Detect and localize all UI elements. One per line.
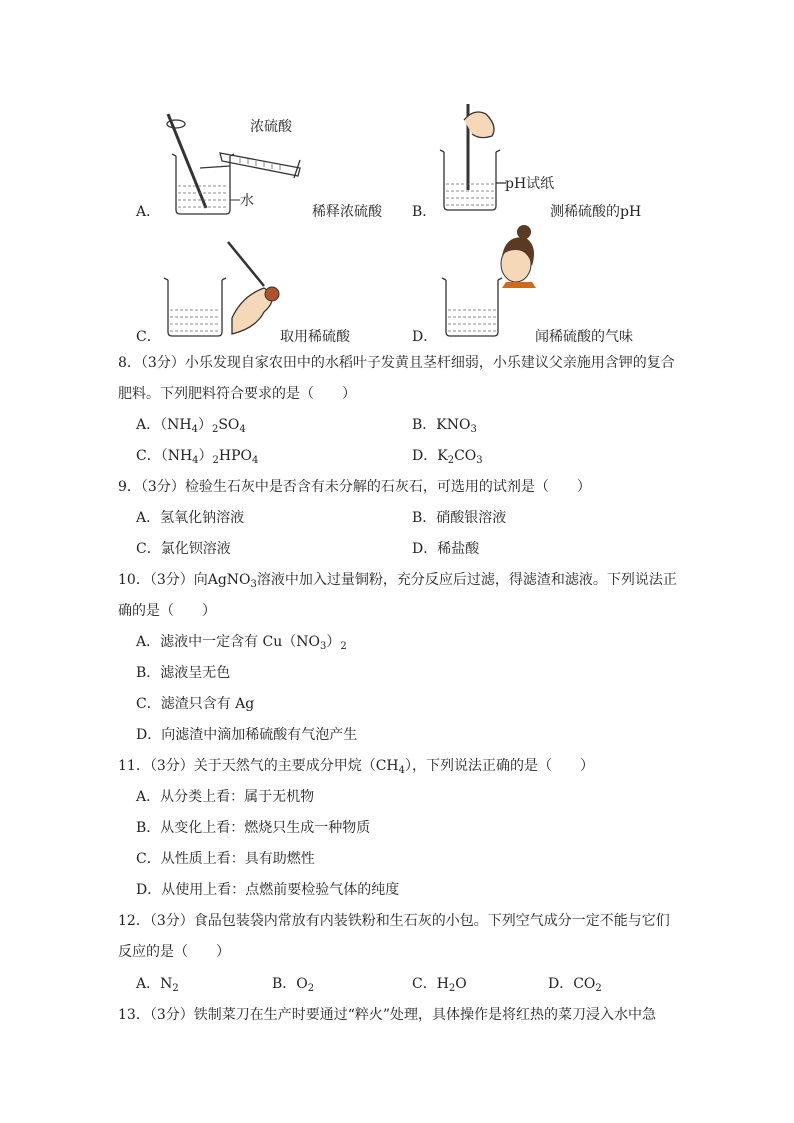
figure-b-letter: B． xyxy=(412,204,437,220)
q8-stem-line2: 肥料。下列肥料符合要求的是（ ） xyxy=(118,386,356,402)
figure-b-ph-test xyxy=(434,100,544,215)
figure-c-letter: C． xyxy=(136,329,161,345)
label-ph-paper: pH试纸 xyxy=(505,176,555,192)
q10-stem-line1: 10．（3分）向AgNO$_3$溶液中加入过量铜粉，充分反应后过滤，得滤渣和滤液。下列说法正 xyxy=(118,572,677,590)
q10-option-a[interactable]: A．滤液中一定含有 $Cu(NO_3)_2$ xyxy=(136,634,347,652)
q9-stem: 9．（3分）检验生石灰中是否含有未分解的石灰石，可选用的试剂是（ ） xyxy=(118,479,591,495)
q12-stem-line1: 12．（3分）食品包装袋内常放有内装铁粉和生石灰的小包。下列空气成分一定不能与它们 xyxy=(118,913,670,929)
q10-option-c[interactable]: C．滤渣只含有 Ag xyxy=(136,696,255,712)
figure-d-smelling xyxy=(440,220,540,344)
label-conc-acid: 浓硫酸 xyxy=(250,119,292,135)
q10-stem-line2: 确的是（ ） xyxy=(118,603,216,619)
q12-option-d[interactable]: D．$CO_2$ xyxy=(548,976,602,994)
q11-option-b[interactable]: B．从变化上看：燃烧只生成一种物质 xyxy=(136,820,371,836)
figure-a-caption: 稀释浓硫酸 xyxy=(312,204,382,220)
q11-stem: 11．（3分）关于天然气的主要成分甲烷$(CH_4)$，下列说法正确的是（ ） xyxy=(118,758,595,776)
q11-option-c[interactable]: C．从性质上看：具有助燃性 xyxy=(136,851,315,867)
q8-option-d[interactable]: D．$K_2CO_3$ xyxy=(412,448,483,466)
q9-option-a[interactable]: A．氢氧化钠溶液 xyxy=(136,510,245,526)
q8-stem-line1: 8．（3分）小乐发现自家农田中的水稻叶子发黄且茎杆细弱，小乐建议父亲施用含钾的复合 xyxy=(118,355,675,371)
figure-c-dropper xyxy=(160,238,300,343)
q9-option-c[interactable]: C．氯化钡溶液 xyxy=(136,541,231,557)
q12-option-b[interactable]: B．$O_2$ xyxy=(272,976,315,994)
label-water: 水 xyxy=(240,193,254,209)
figure-a-letter: A． xyxy=(136,204,161,220)
q10-option-d[interactable]: D．向滤渣中滴加稀硫酸有气泡产生 xyxy=(136,727,358,743)
q12-stem-line2: 反应的是（ ） xyxy=(118,944,230,960)
figure-c-caption: 取用稀硫酸 xyxy=(280,329,350,345)
q9-option-b[interactable]: B．硝酸银溶液 xyxy=(412,510,507,526)
q11-option-a[interactable]: A．从分类上看：属于无机物 xyxy=(136,789,315,805)
q11-option-d[interactable]: D．从使用上看：点燃前要检验气体的纯度 xyxy=(136,882,400,898)
figure-d-caption: 闻稀硫酸的气味 xyxy=(535,329,633,345)
q13-stem-line1: 13．（3分）铁制菜刀在生产时要通过“粹火”处理，具体操作是将红热的菜刀浸入水中急 xyxy=(118,1007,657,1023)
q9-option-d[interactable]: D．稀盐酸 xyxy=(412,541,480,557)
q8-option-b[interactable]: B．$KNO_3$ xyxy=(412,417,477,435)
figure-b-caption: 测稀硫酸的pH xyxy=(550,204,642,220)
q12-option-c[interactable]: C．$H_2O$ xyxy=(412,976,467,994)
figure-d-letter: D． xyxy=(412,329,438,345)
q12-option-a[interactable]: A．$N_2$ xyxy=(136,976,179,994)
q8-option-a[interactable]: A．$(NH_4)_2SO_4$ xyxy=(136,417,246,435)
q10-option-b[interactable]: B．滤液呈无色 xyxy=(136,665,231,681)
q8-option-c[interactable]: C．$(NH_4)_2HPO_4$ xyxy=(136,448,259,466)
